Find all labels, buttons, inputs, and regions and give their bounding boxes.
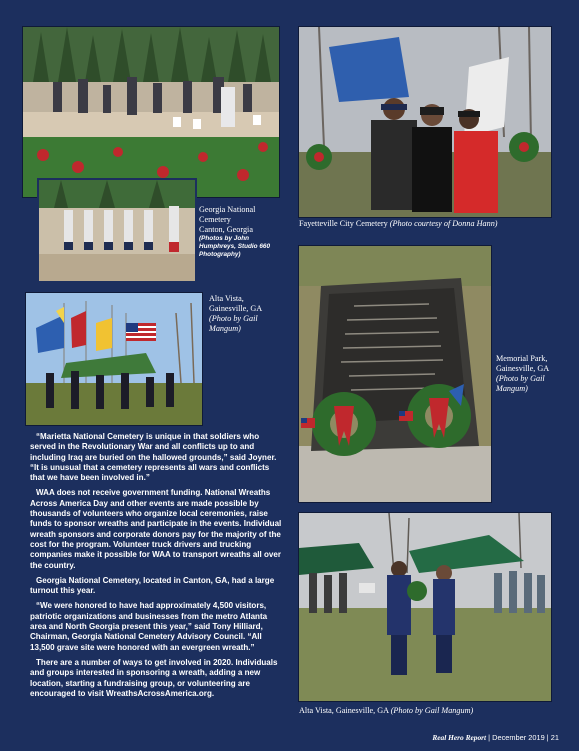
page-number: 21 — [550, 733, 559, 742]
caption-title-line: Alta Vista, — [209, 294, 244, 303]
photo-alta-vista-flags — [25, 292, 203, 426]
page-footer — [432, 733, 559, 742]
caption-location: Canton, Georgia — [199, 225, 253, 234]
caption-location: Gainesville, GA — [496, 364, 550, 373]
caption-credit: (Photos by John — [199, 235, 250, 242]
issue-date: | December 2019 | — [486, 733, 551, 742]
photo-alta-vista-ceremony — [298, 512, 552, 702]
caption-location: Fayetteville City Cemetery — [299, 219, 390, 228]
caption-credit: Mangum) — [209, 324, 241, 333]
caption-credit: Mangum) — [496, 384, 528, 393]
publication-name: Real Hero Report — [432, 733, 487, 742]
caption-fayetteville — [299, 219, 559, 229]
photo-fayetteville-cemetery — [298, 26, 552, 218]
caption-credit: (Photo by Gail — [209, 314, 258, 323]
caption-location: Alta Vista, Gainesville, GA — [299, 706, 391, 715]
caption-title-line: Cemetery — [199, 215, 231, 224]
caption-memorial-park — [496, 354, 568, 394]
photo-georgia-national-crowd — [22, 26, 280, 198]
article-paragraph: “We were honored to have had approximately 4,500 visitors, patriotic organizations and businesses from the metro Atlanta area and North Georgia present this year,” said Tony Hilliard, Chairman, Georgia National Cemetery Advisory Council. “All 13,500 grave site were honored with an evergreen wreath.” — [30, 601, 268, 652]
caption-credit: Photography) — [199, 251, 241, 258]
photo-georgia-national-honor-guard — [37, 178, 197, 283]
caption-credit: Humphreys, Studio 660 — [199, 243, 271, 250]
caption-title-line: Georgia National — [199, 205, 256, 214]
caption-credit: (Photo courtesy of Donna Hann) — [389, 219, 498, 228]
caption-credit: (Photo by Gail Mangum) — [390, 706, 474, 715]
article-body — [30, 432, 282, 704]
photo-memorial-park-plaque — [298, 245, 492, 503]
article-paragraph: Georgia National Cemetery, located in Canton, GA, had a large turnout this year. — [30, 575, 275, 596]
caption-credit: (Photo by Gail — [496, 374, 545, 383]
article-paragraph: WAA does not receive government funding. National Wreaths Across America Day and other events are made possible by thousands of volunteers who organize local ceremonies, raise funds to sponsor wreaths and participate in the events. Individual wreath sponsors and corporate donors pay for the majority of the cost for the program. Volunteer truck drivers and trucking companies make it possible for WAA to transport wreaths all over the country. — [30, 488, 282, 570]
article-paragraph: There are a number of ways to get involved in 2020. Individuals and groups interested in sponsoring a wreath, adding a new location, starting a fundraising group, or volunteering are encouraged to visit WreathsAcrossAmerica.org. — [30, 657, 278, 698]
caption-alta-vista-bottom — [299, 706, 559, 716]
caption-alta-vista-top — [209, 294, 289, 334]
caption-title-line: Memorial Park, — [496, 354, 548, 363]
caption-location: Gainesville, GA — [209, 304, 263, 313]
article-paragraph: “Marietta National Cemetery is unique in that soldiers who served in the Revolutionary War and all conflicts up to and including Iraq are buried on the hallowed grounds,” said Joyner. “It is unusual that a cemetery represents all wars and conflicts that we have been involved in.” — [30, 432, 277, 483]
caption-georgia-national — [199, 205, 277, 259]
